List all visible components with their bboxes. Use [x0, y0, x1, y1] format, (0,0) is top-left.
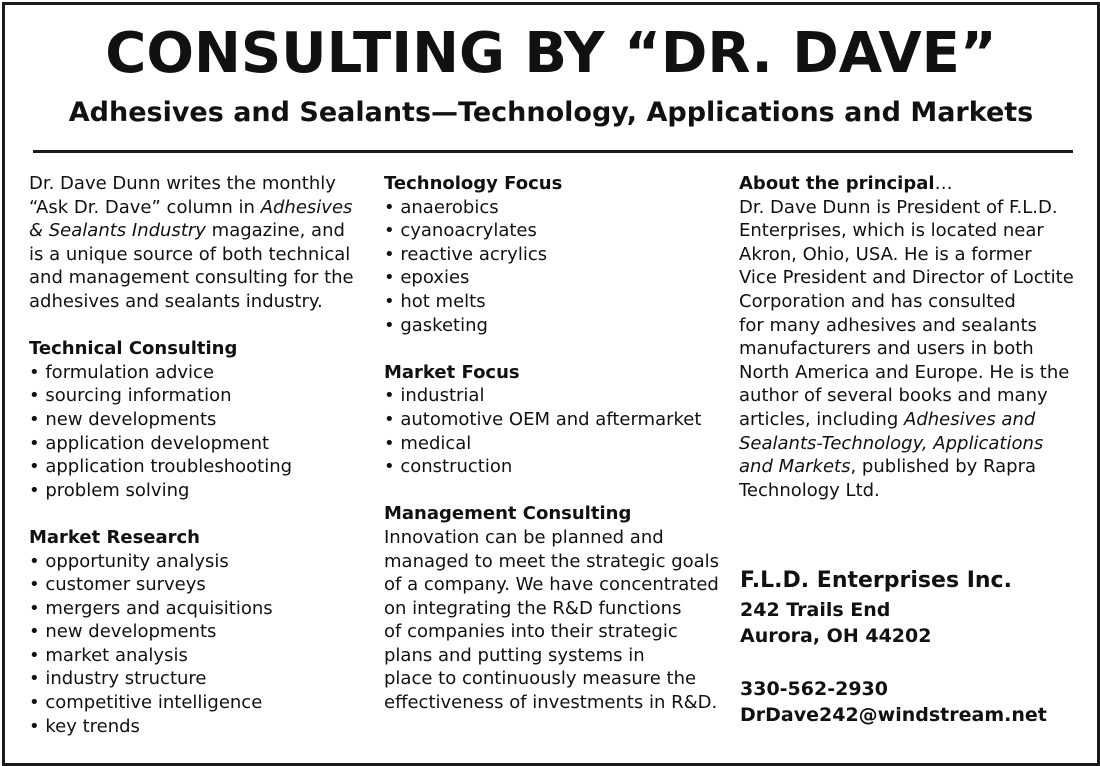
about-line: Akron, Ohio, USA. He is a former	[739, 243, 1032, 265]
list-item: • automotive OEM and aftermarket	[384, 408, 719, 432]
body-line: place to continuously measure the	[384, 668, 697, 690]
city-state-zip: Aurora, OH 44202	[740, 625, 932, 647]
about-line: author of several books and many	[739, 385, 1048, 407]
body-line: plans and putting systems in	[384, 644, 645, 666]
list-item: • customer surveys	[29, 573, 354, 597]
street-address: 242 Trails End	[740, 599, 891, 621]
phone-number: 330-562-2930	[740, 678, 888, 700]
list-item: • application development	[29, 432, 354, 456]
intro-text: magazine, and	[205, 220, 345, 242]
list-item: • key trends	[29, 715, 354, 739]
about-line: Vice President and Director of Loctite	[739, 267, 1074, 289]
list-item: • anaerobics	[384, 196, 719, 220]
divider-rule	[33, 150, 1073, 153]
magazine-title: Adhesives	[260, 196, 353, 218]
subheadline: Adhesives and Sealants—Technology, Applications and Markets	[68, 97, 1034, 128]
body-line: of a company. We have concentrated	[384, 574, 719, 596]
spacer	[29, 502, 354, 526]
list-item: • formulation advice	[29, 361, 354, 385]
body-line: Innovation can be planned and	[384, 526, 664, 548]
column-left	[29, 172, 354, 738]
about-line: manufacturers and users in both	[739, 338, 1034, 360]
list-item: • problem solving	[29, 479, 354, 503]
list-item: • mergers and acquisitions	[29, 597, 354, 621]
about-line	[739, 432, 1074, 456]
intro-line: Dr. Dave Dunn writes the monthly	[29, 173, 336, 194]
list-item: • opportunity analysis	[29, 550, 354, 574]
body-line: of companies into their strategic	[384, 621, 678, 643]
list-item: • hot melts	[384, 290, 719, 314]
book-title: Adhesives and	[904, 408, 1036, 430]
about-line	[739, 408, 1074, 432]
about-heading: About the principal	[739, 173, 935, 194]
magazine-title: & Sealants Industry	[29, 220, 206, 242]
list-item: • sourcing information	[29, 384, 354, 408]
intro-line: and management consulting for the	[29, 267, 354, 289]
about-line: Technology Ltd.	[739, 479, 880, 501]
about-line: for many adhesives and sealants	[739, 314, 1037, 336]
list-item: • construction	[384, 455, 719, 479]
body-line: on integrating the R&D functions	[384, 597, 682, 619]
about-heading-ellipsis: …	[934, 173, 953, 194]
list-item: • application troubleshooting	[29, 455, 354, 479]
list-item: • reactive acrylics	[384, 243, 719, 267]
list-item: • medical	[384, 432, 719, 456]
list-item: • new developments	[29, 408, 354, 432]
market-research-heading: Market Research	[29, 526, 200, 548]
intro-text: “Ask Dr. Dave” column in	[29, 196, 255, 218]
list-item: • industrial	[384, 384, 719, 408]
about-text: , published by Rapra	[850, 456, 1036, 478]
intro-line: adhesives and sealants industry.	[29, 290, 323, 312]
management-consulting-heading: Management Consulting	[384, 503, 632, 525]
column-middle	[384, 172, 719, 715]
technology-focus-heading: Technology Focus	[384, 173, 563, 194]
body-line: managed to meet the strategic goals	[384, 550, 720, 572]
market-focus-heading: Market Focus	[384, 361, 520, 383]
intro-line	[29, 219, 354, 243]
list-item: • cyanoacrylates	[384, 219, 719, 243]
about-line: Dr. Dave Dunn is President of F.L.D.	[739, 196, 1058, 218]
list-item: • gasketing	[384, 314, 719, 338]
book-title: Sealants-Technology, Applications	[739, 432, 1044, 454]
company-name: F.L.D. Enterprises Inc.	[740, 568, 1012, 593]
about-line	[739, 455, 1074, 479]
list-item: • competitive intelligence	[29, 691, 354, 715]
list-item: • industry structure	[29, 667, 354, 691]
column-right	[739, 172, 1074, 502]
spacer	[29, 314, 354, 338]
spacer	[384, 479, 719, 503]
email-address: DrDave242@windstream.net	[740, 704, 1047, 726]
about-heading-line	[739, 172, 1074, 196]
technical-consulting-heading: Technical Consulting	[29, 338, 238, 360]
about-line: North America and Europe. He is the	[739, 361, 1070, 383]
spacer	[384, 337, 719, 361]
list-item: • market analysis	[29, 644, 354, 668]
intro-line: is a unique source of both technical	[29, 243, 351, 265]
about-line: Enterprises, which is located near	[739, 220, 1044, 242]
body-line: effectiveness of investments in R&D.	[384, 692, 718, 714]
intro-line	[29, 196, 354, 220]
about-line: Corporation and has consulted	[739, 290, 1016, 312]
headline: CONSULTING BY “DR. DAVE”	[105, 21, 997, 86]
book-title: and Markets	[739, 456, 851, 478]
list-item: • epoxies	[384, 266, 719, 290]
about-text: articles, including	[739, 408, 899, 430]
list-item: • new developments	[29, 620, 354, 644]
